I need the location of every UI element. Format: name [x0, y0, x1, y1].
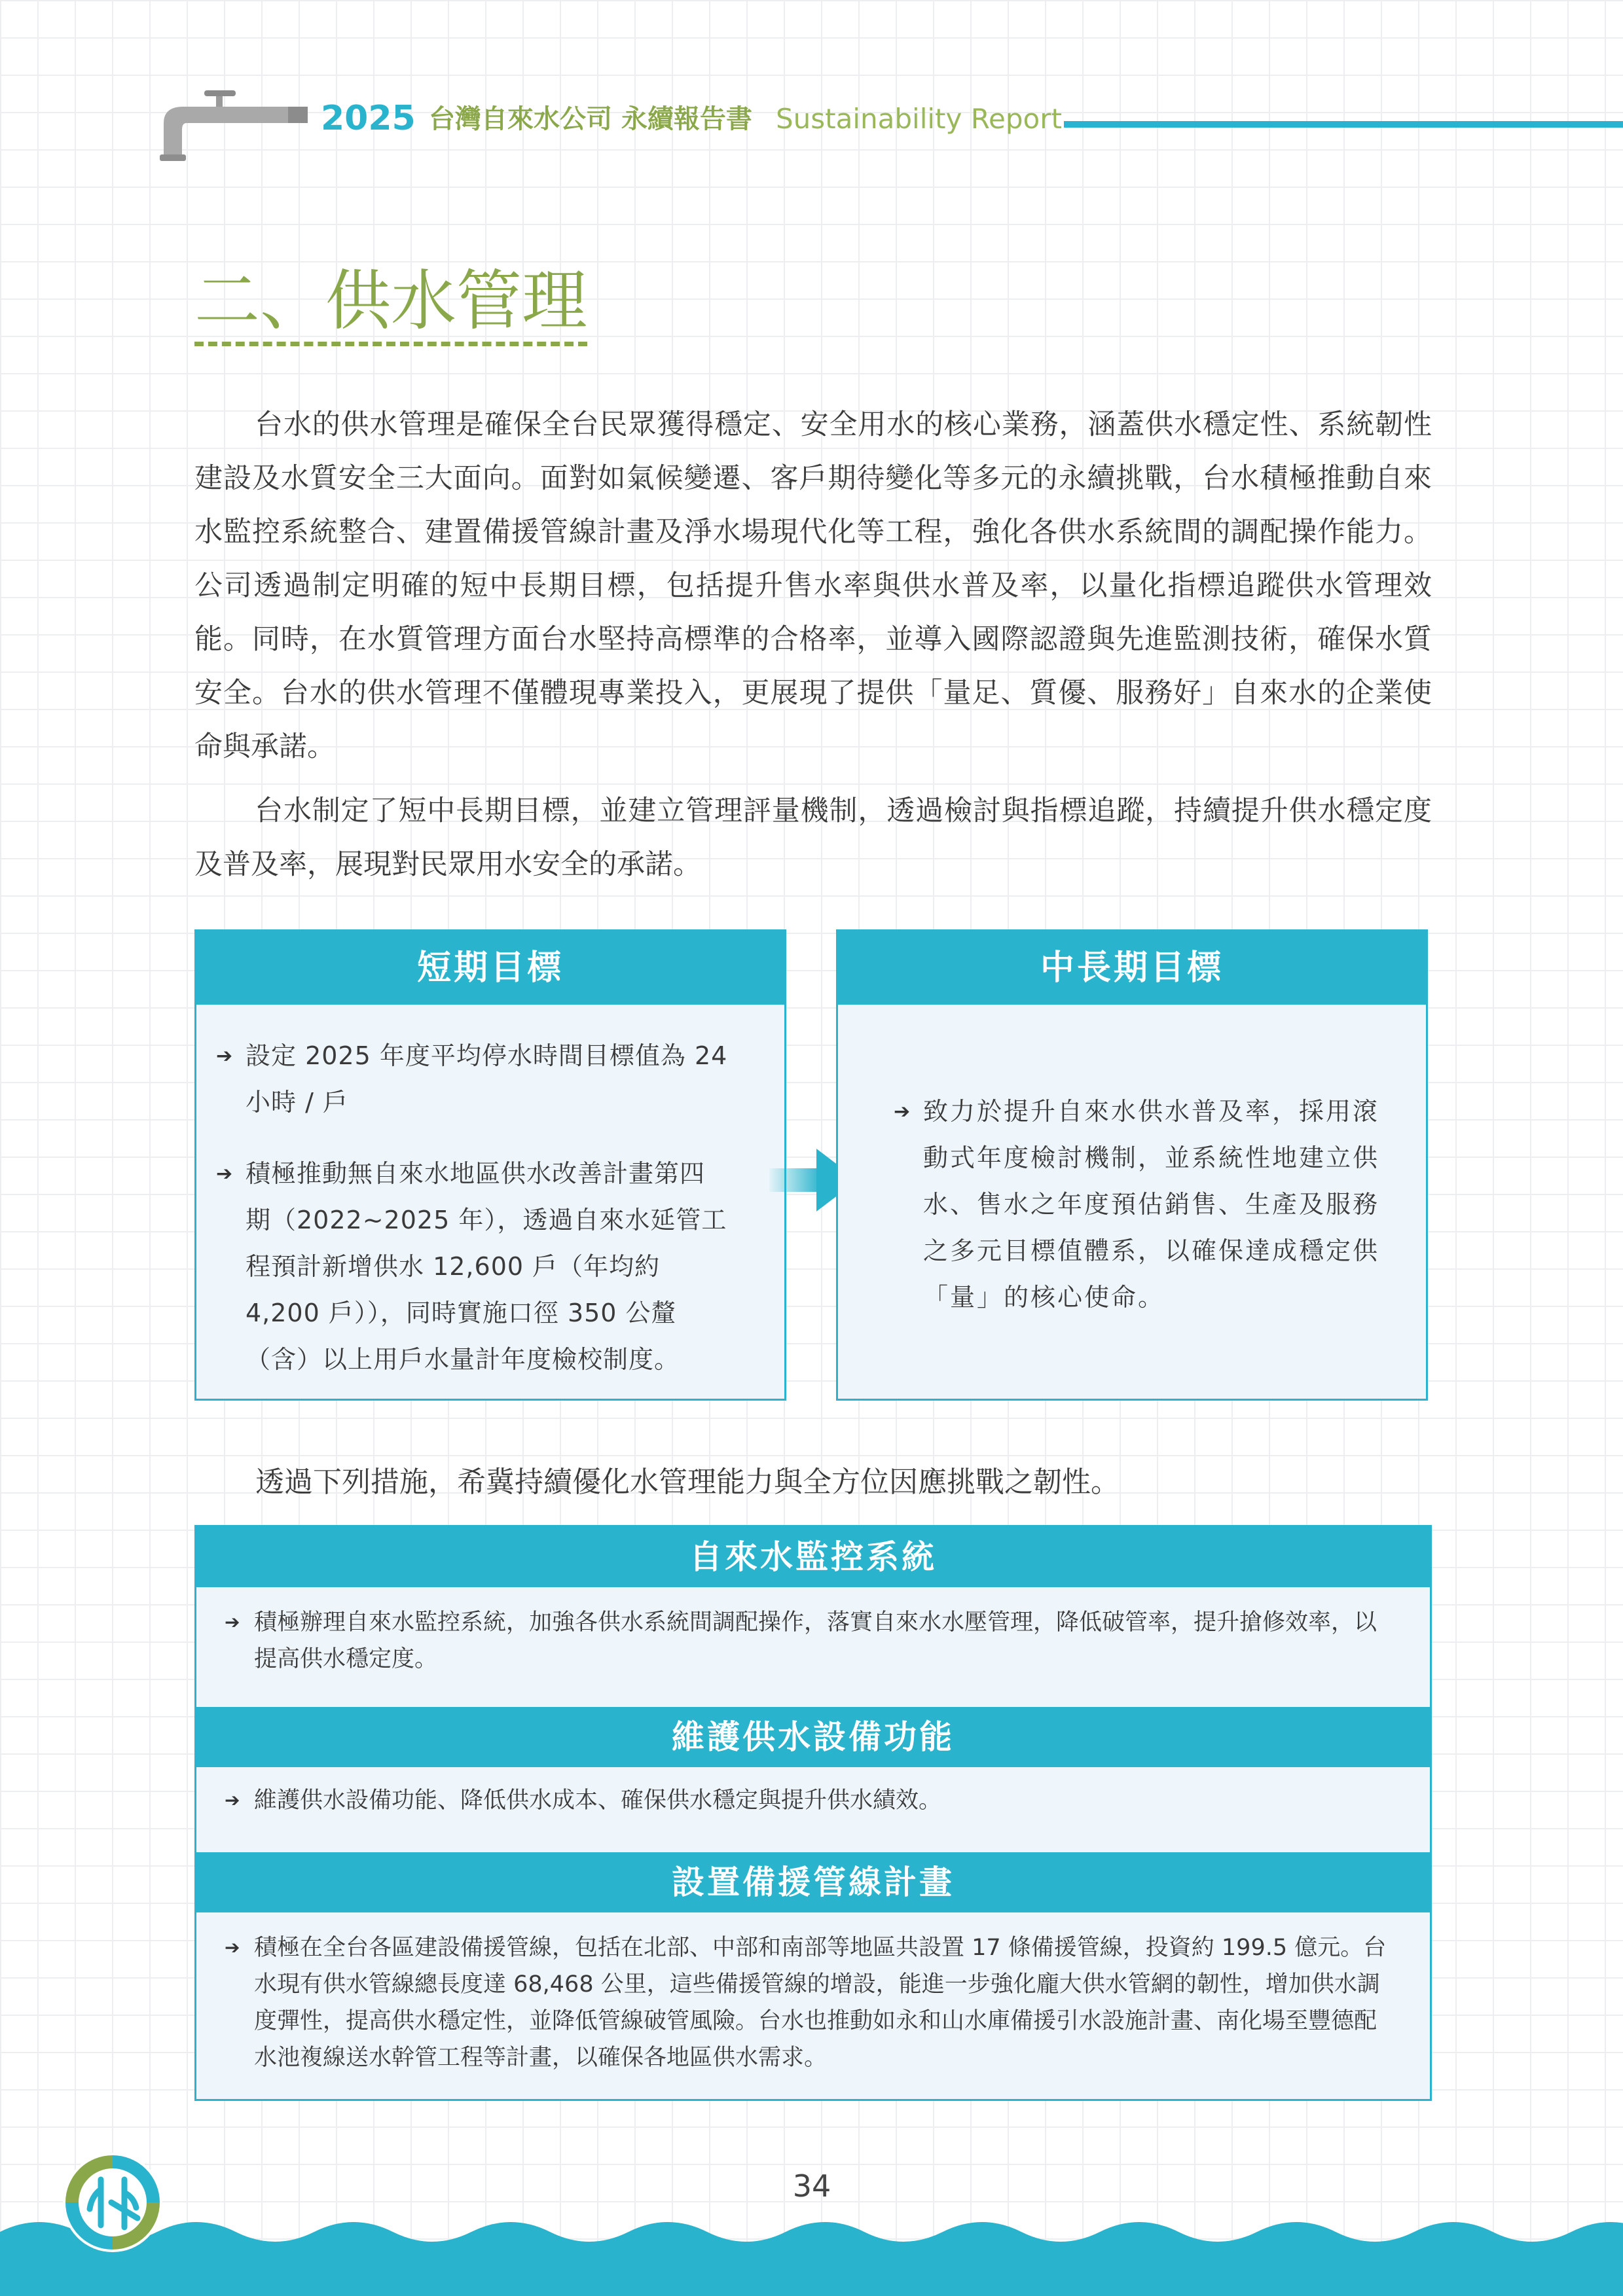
measure-text: 積極在全台各區建設備援管線，包括在北部、中部和南部等地區共設置 17 條備援管線，投資約 199.5 億元。台水現有供水管線總長度達 68,468 公里，這些備援管線的增設，能進一步強化龐大供水管網的韌性，增加供水調度彈性，提高供水穩定性，並降低管線破管風險。台水也推動如永和山水庫備援引水設施計畫、南化場至豐德配水池複線送水幹管工程等計畫，以確保各地區供水需求。 [254, 1935, 1387, 2071]
bullet-arrow-icon: ➔ [225, 1789, 240, 1811]
measure-title: 設置備援管線計畫 [196, 1852, 1430, 1912]
header-year: 2025 [321, 99, 416, 138]
measure-text: 維護供水設備功能、降低供水成本、確保供水穩定與提升供水績效。 [254, 1787, 942, 1814]
faucet-icon [157, 77, 314, 162]
header-title: 台灣自來水公司 永續報告書 [429, 104, 752, 134]
intro-paragraph: 台水的供水管理是確保全台民眾獲得穩定、安全用水的核心業務，涵蓋供水穩定性、系統韌性建設及水質安全三大面向。面對如氣候變遷、客戶期待變化等多元的永續挑戰，台水積極推動自來水監控系統整合、建置備援管線計畫及淨水場現代化等工程，強化各供水系統間的調配操作能力。公司透過制定明確的短中長期目標，包括提升售水率與供水普及率，以量化指標追蹤供水管理效能。同時，在水質管理方面台水堅持高標準的合格率，並導入國際認證與先進監測技術，確保水質安全。台水的供水管理不僅體現專業投入，更展現了提供「量足、質優、服務好」自來水的企業使命與承諾。 [194, 408, 1432, 763]
bullet-arrow-icon: ➔ [216, 1162, 234, 1185]
measures-box [194, 1525, 1432, 2101]
bullet-arrow-icon: ➔ [216, 1045, 234, 1067]
measure-item [225, 1929, 1387, 2076]
long-term-goal-item [894, 1088, 1381, 1321]
bullet-arrow-icon: ➔ [225, 1611, 240, 1633]
long-term-goal-text: 致力於提升自來水供水普及率，採用滾動式年度檢討機制，並系統性地建立供水、售水之年度預估銷售、生產及服務之多元目標值體系，以確保達成穩定供「量」的核心使命。 [923, 1097, 1380, 1312]
long-term-goal-title: 中長期目標 [838, 931, 1426, 1005]
measure-title: 自來水監控系統 [196, 1527, 1430, 1587]
short-term-goal-title: 短期目標 [196, 931, 784, 1005]
measure-item [225, 1782, 1387, 1819]
section-title: 二、供水管理 [194, 262, 587, 339]
page-number: 34 [792, 2168, 831, 2204]
header-subtitle: Sustainability Report [776, 103, 1062, 135]
bullet-arrow-icon: ➔ [225, 1937, 240, 1958]
footer-wave [0, 2206, 1623, 2296]
short-term-goal-item [216, 1151, 730, 1383]
title-underline [194, 342, 587, 346]
measure-title: 維護供水設備功能 [196, 1707, 1430, 1767]
short-term-goal-text: 設定 2025 年度平均停水時間目標值為 24 小時 / 戶 [246, 1041, 728, 1117]
goals-paragraph: 台水制定了短中長期目標，並建立管理評量機制，透過檢討與指標追蹤，持續提升供水穩定度及普及率，展現對民眾用水安全的承諾。 [194, 795, 1432, 881]
measures-intro: 透過下列措施，希冀持續優化水管理能力與全方位因應挑戰之韌性。 [255, 1465, 1120, 1499]
header-divider [1064, 121, 1623, 128]
short-term-goal-box [194, 929, 786, 1401]
measure-item [225, 1604, 1387, 1677]
company-logo-icon [60, 2150, 165, 2255]
short-term-goal-text: 積極推動無自來水地區供水改善計畫第四期（2022~2025 年），透過自來水延管工程預計新增供水 12,600 戶（年均約 4,200 戶）），同時實施口徑 350 公釐（含）以上用戶水量計年度檢校制度。 [246, 1159, 727, 1374]
short-term-goal-item [216, 1033, 730, 1126]
long-term-goal-box [836, 929, 1428, 1401]
measure-text: 積極辦理自來水監控系統，加強各供水系統間調配操作，落實自來水水壓管理，降低破管率，提升搶修效率，以提高供水穩定度。 [254, 1609, 1377, 1672]
bullet-arrow-icon: ➔ [894, 1100, 913, 1123]
